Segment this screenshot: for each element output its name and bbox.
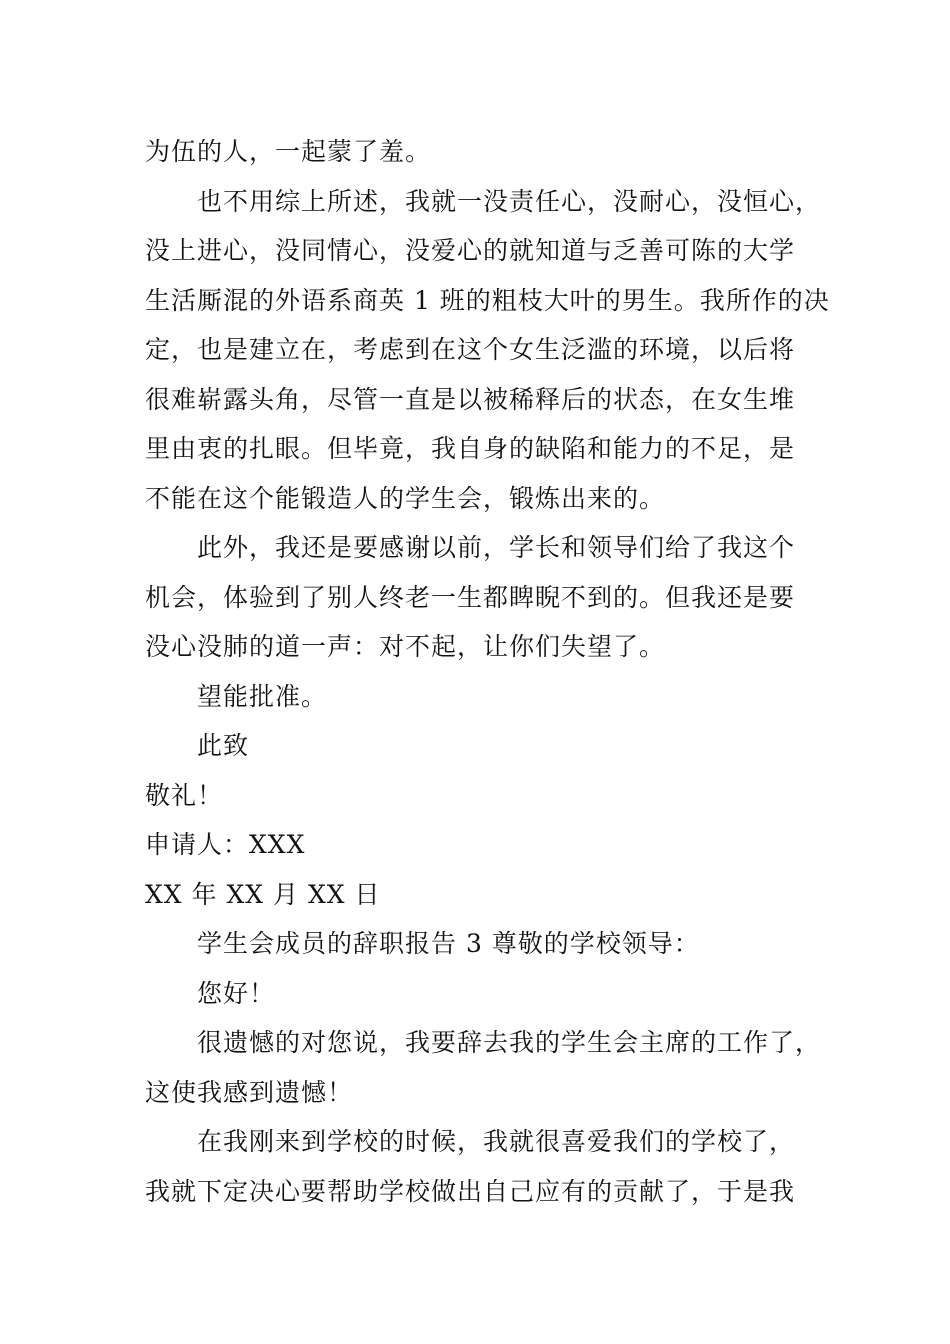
text-line: 很难崭露头角，尽管一直是以被稀释后的状态，在女生堆 (145, 384, 796, 414)
text-line: 在我刚来到学校的时候，我就很喜爱我们的学校了， (197, 1127, 796, 1156)
text-line: 我就下定决心要帮助学校做出自己应有的贡献了，于是我 (145, 1176, 796, 1206)
document-date: XX 年 XX 月 XX 日 (145, 879, 381, 909)
document-body (145, 127, 830, 1216)
closing-salutation: 此致 (197, 731, 250, 760)
greeting: 您好！ (197, 978, 276, 1008)
text-line: 为伍的人，一起蒙了羞。 (145, 137, 432, 166)
section-heading: 学生会成员的辞职报告 3 尊敬的学校领导： (197, 929, 700, 958)
text-line: 里由衷的扎眼。但毕竟，我自身的缺陷和能力的不足，是 (145, 434, 796, 463)
text-line: 生活厮混的外语系商英 1 班的粗枝大叶的男生。我所作的决 (145, 285, 830, 315)
text-line: 定，也是建立在，考虑到在这个女生泛滥的环境，以后将 (145, 335, 796, 364)
text-line: 望能批准。 (197, 681, 328, 711)
closing-regards: 敬礼！ (145, 780, 224, 810)
text-line: 不能在这个能锻造人的学生会，锻炼出来的。 (145, 483, 666, 513)
text-line: 很遗憾的对您说，我要辞去我的学生会主席的工作了， (197, 1028, 822, 1057)
applicant-signature: 申请人：XXX (145, 830, 306, 859)
text-line: 这使我感到遗憾！ (145, 1077, 354, 1107)
text-line: 没心没肺的道一声：对不起，让你们失望了。 (145, 632, 666, 661)
text-line: 机会，体验到了别人终老一生都睥睨不到的。但我还是要 (145, 582, 796, 612)
text-line: 没上进心，没同情心，没爱心的就知道与乏善可陈的大学 (145, 236, 796, 265)
text-line: 也不用综上所述，我就一没责任心，没耐心，没恒心， (197, 186, 822, 216)
text-line: 此外，我还是要感谢以前，学长和领导们给了我这个 (197, 533, 796, 562)
